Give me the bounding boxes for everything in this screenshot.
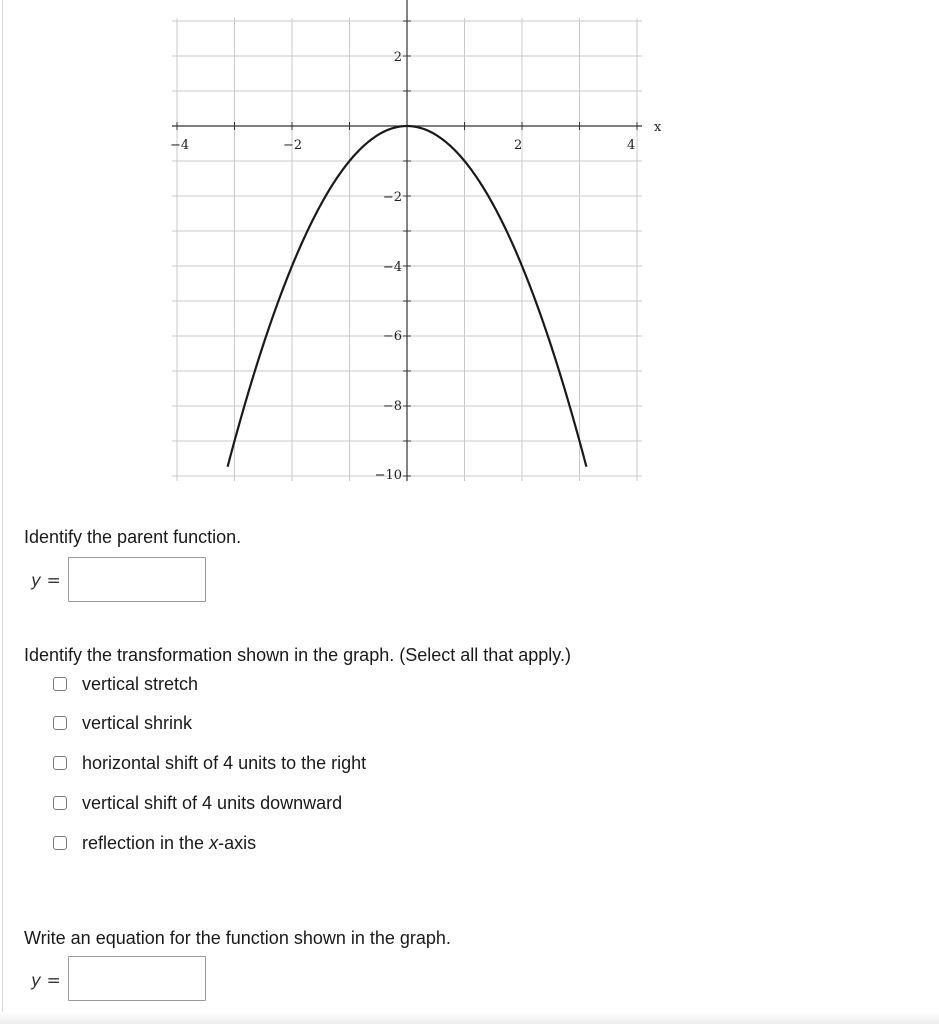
option-label-reflection-after: -axis: [218, 832, 257, 853]
y-tick-label-neg8: −8: [382, 399, 402, 414]
option-label-vertical-shrink: vertical shrink: [82, 712, 193, 733]
option-label-horizontal-shift: horizontal shift of 4 units to the right: [82, 752, 367, 773]
option-vertical-shift[interactable]: [53, 792, 342, 814]
answer-prefix-1: [31, 571, 61, 591]
left-border: [2, 0, 3, 1024]
answer-prefix-1-text: y =: [31, 571, 61, 591]
checkbox-horizontal-shift[interactable]: [53, 756, 67, 770]
parent-function-input[interactable]: [68, 557, 206, 602]
checkbox-vertical-shrink[interactable]: [53, 716, 67, 730]
question-equation: Write an equation for the function shown in the graph.: [24, 928, 451, 948]
option-vertical-stretch[interactable]: [53, 673, 198, 695]
x-tick-label-4: 4: [627, 138, 636, 153]
x-tick-label-neg2: −2: [283, 138, 303, 153]
option-label-vertical-shift: vertical shift of 4 units downward: [82, 792, 343, 813]
x-tick-label-2: 2: [514, 138, 523, 153]
option-label-reflection-before: reflection in the: [82, 832, 210, 853]
option-reflection-x-axis[interactable]: [53, 832, 256, 854]
option-label-vertical-stretch: vertical stretch: [82, 673, 199, 694]
answer-prefix-2-text: y =: [31, 971, 61, 991]
checkbox-reflection-x-axis[interactable]: [53, 836, 67, 850]
y-tick-label-neg2: −2: [382, 190, 402, 205]
question-transformation: Identify the transformation shown in the graph. (Select all that apply.): [24, 645, 571, 665]
option-horizontal-shift[interactable]: [53, 752, 366, 774]
answer-prefix-2: [31, 971, 61, 991]
x-axis-label: x: [654, 120, 662, 135]
equation-input[interactable]: [68, 956, 206, 1001]
checkbox-vertical-shift[interactable]: [53, 796, 67, 810]
option-label-reflection-var: x: [209, 832, 219, 853]
y-tick-label-neg10: −10: [374, 468, 402, 483]
checkbox-vertical-stretch[interactable]: [53, 677, 67, 691]
bottom-fade: [0, 1012, 939, 1024]
x-tick-label-neg4: −4: [170, 138, 190, 153]
question-parent-function: Identify the parent function.: [24, 527, 242, 547]
parabola-graph: [160, 0, 660, 490]
option-label-reflection-x-axis: [82, 833, 256, 854]
option-vertical-shrink[interactable]: [53, 712, 192, 734]
y-tick-label-2: 2: [393, 50, 402, 65]
y-tick-label-neg4: −4: [382, 260, 402, 275]
y-tick-label-neg6: −6: [382, 329, 402, 344]
